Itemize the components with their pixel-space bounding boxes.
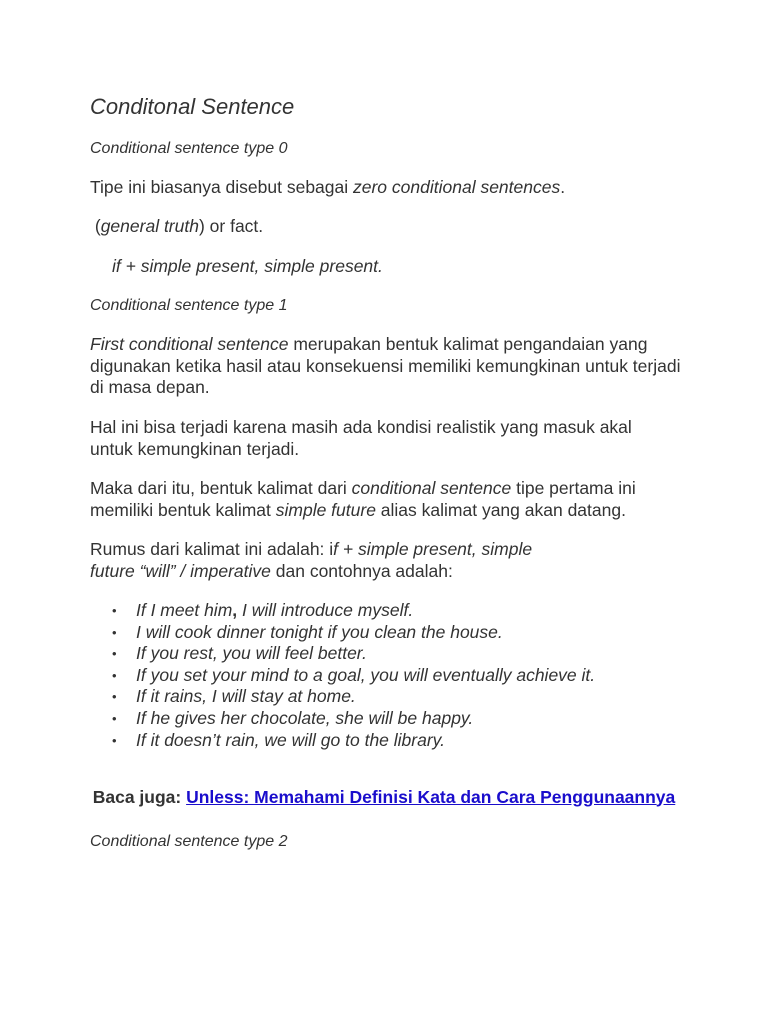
bullet-icon: • [112, 667, 117, 683]
type1-heading: Conditional sentence type 1 [90, 297, 288, 314]
emphasis: simple future [275, 499, 376, 520]
list-item [90, 643, 682, 665]
example-text: If he gives her chocolate, she will be happy. [136, 707, 474, 728]
text: . [560, 177, 566, 197]
emphasis: First conditional sentence [90, 334, 289, 354]
bullet-icon: • [112, 732, 117, 748]
example-text: If it rains, I will stay at home. [136, 686, 356, 707]
emphasis: f + simple present, simple future “will” / imperative [90, 539, 533, 581]
type0-formula: if + simple present, simple present. [112, 256, 383, 276]
type1-paragraph-4 [90, 539, 560, 582]
list-item [90, 665, 682, 687]
list-item [90, 600, 682, 622]
list-item [90, 730, 682, 752]
type0-paragraph-1 [90, 177, 682, 199]
type1-paragraph-2: Hal ini bisa terjadi karena masih ada kondisi realistik yang masuk akal untuk kemungkinan terjadi. [90, 417, 632, 459]
type1-paragraph-1 [90, 334, 682, 399]
list-item [90, 622, 682, 644]
bullet-icon: • [112, 624, 117, 640]
type0-paragraph-2 [90, 216, 682, 238]
example-text: If it doesn’t rain, we will go to the library. [136, 729, 445, 750]
example-text: If you rest, you will feel better. [136, 643, 367, 664]
emphasis: general truth [100, 216, 199, 236]
bullet-icon: • [112, 603, 117, 618]
text: ( [90, 216, 101, 236]
example-text: If I meet him [136, 600, 233, 620]
list-item [90, 708, 682, 730]
bullet-icon: • [112, 689, 117, 705]
bullet-icon: • [112, 710, 117, 726]
example-text: If you set your mind to a goal, you will eventually achieve it. [136, 664, 596, 685]
emphasis: conditional sentence [351, 478, 512, 498]
read-also-callout [90, 787, 678, 809]
text: alias kalimat yang akan datang. [375, 499, 626, 520]
text: dan contohnya adalah: [270, 560, 453, 581]
examples-list [90, 600, 682, 751]
list-item [90, 686, 682, 708]
example-comma: , [232, 600, 238, 620]
example-text: I will introduce myself. [237, 600, 414, 620]
text: merupakan bentuk kalimat pengandaian yang digunakan ketika hasil atau konsekuensi memiliki kemungkinan untuk terjadi di masa depan. [90, 334, 681, 397]
read-also-link[interactable]: Unless: Memahami Definisi Kata dan Cara Penggunaannya [186, 786, 676, 807]
text: Tipe ini biasanya disebut sebagai [90, 177, 353, 197]
bullet-icon: • [112, 646, 117, 662]
read-also-label: Baca juga: [92, 786, 187, 807]
type2-heading: Conditional sentence type 2 [90, 833, 288, 850]
type1-paragraph-3 [90, 478, 682, 521]
text: Rumus dari kalimat ini adalah: i [90, 539, 334, 559]
page-title: Conditonal Sentence [90, 94, 295, 119]
example-text: I will cook dinner tonight if you clean the house. [136, 621, 503, 642]
text: tipe pertama ini memiliki bentuk kalimat [90, 478, 636, 520]
text: ) or fact. [198, 216, 264, 236]
emphasis: zero conditional sentences [353, 177, 561, 197]
text: Maka dari itu, bentuk kalimat dari [90, 478, 352, 498]
type0-heading: Conditional sentence type 0 [90, 140, 288, 157]
